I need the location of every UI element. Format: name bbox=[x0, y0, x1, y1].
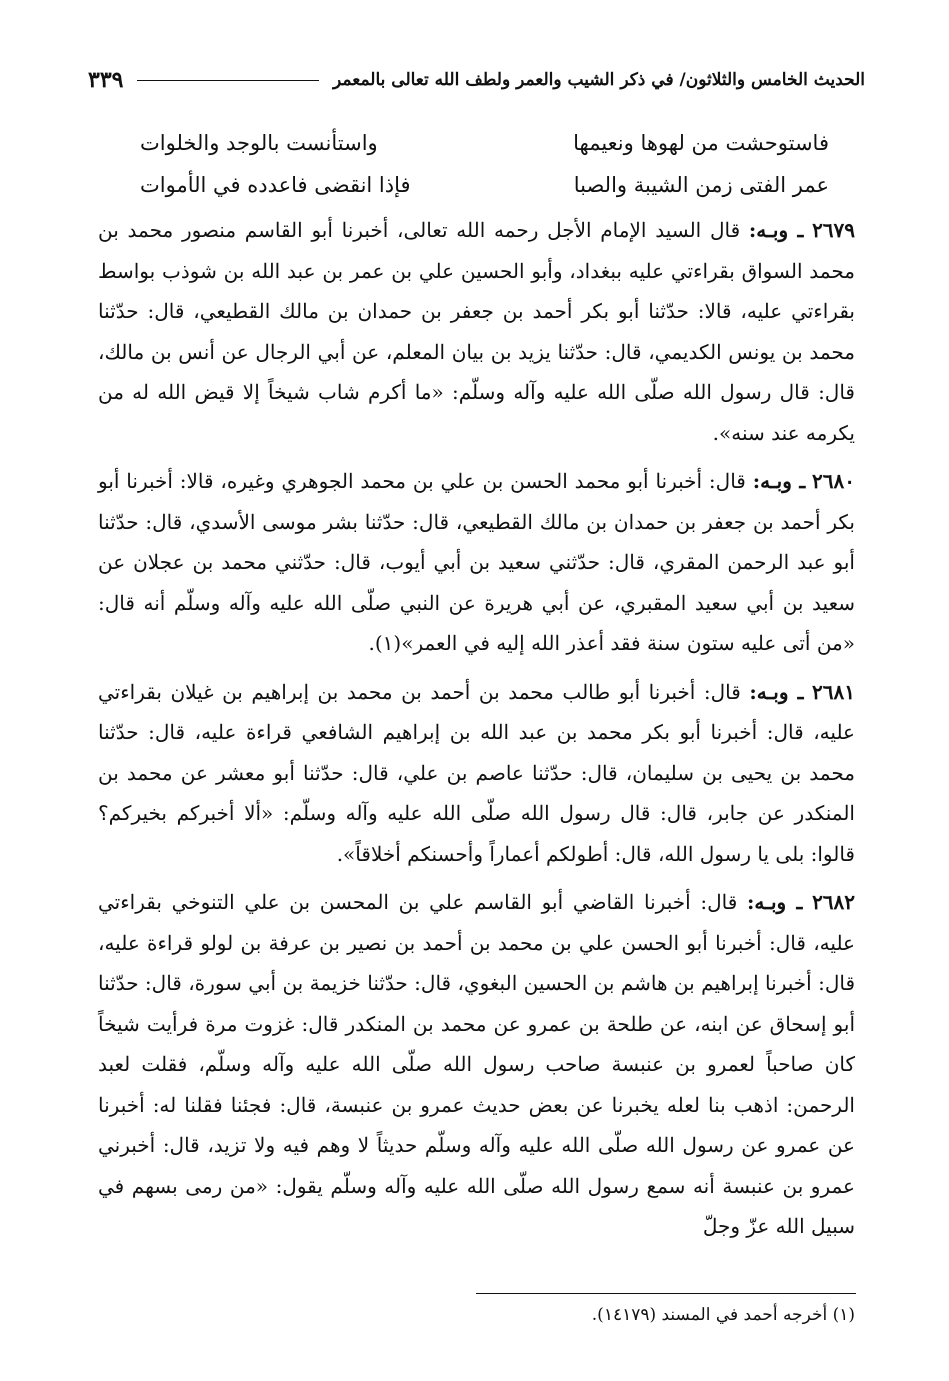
running-header bbox=[88, 60, 865, 100]
verse-second-hemistich: فإذا انقضى فاعدده في الأموات bbox=[140, 173, 411, 197]
hadith-lead: ـ وبـه: bbox=[749, 679, 804, 704]
verse-first-hemistich: عمر الفتى زمن الشيبة والصبا bbox=[573, 173, 829, 197]
hadith-body: قال السيد الإمام الأجل رحمه الله تعالى، أخبرنا أبو القاسم منصور محمد بن محمد السواق بقراءتي عليه ببغداد، وأبو الحسين علي بن عمر بن عبد الله بن شوذب بواسط بقراءتي عليه، قالا: حدّثنا أبو بكر أحمد بن جعفر بن حمدان بن مالك القطيعي، قال: حدّثنا محمد بن يونس الكديمي، قال: حدّثنا يزيد بن بيان المعلم، عن أبي الرجال عن أنس بن مالك، قال: قال رسول الله صلّى الله عليه وآله وسلّم: «ما أكرم شاب شيخاً إلا قيض الله له من يكرمه عند سنه». bbox=[98, 218, 855, 445]
hadith-paragraph bbox=[98, 210, 855, 453]
hadith-body: قال: أخبرنا أبو محمد الحسن بن علي بن محمد الجوهري وغيره، قالا: أخبرنا أبو بكر أحمد بن جعفر بن حمدان بن مالك القطيعي، قال: حدّثنا بشر موسى الأسدي، قال: حدّثنا أبو عبد الرحمن المقري، قال: حدّثني سعيد بن أبي أيوب، قال: حدّثني محمد بن عجلان عن سعيد بن أبي سعيد المقبري، عن أبي هريرة عن النبي صلّى الله عليه وآله وسلّم أنه قال: «من أتى عليه ستون سنة فقد أعذر الله إليه في العمر»(١). bbox=[98, 469, 855, 655]
footnote-rule bbox=[476, 1293, 856, 1294]
hadith-number: ٢٦٨١ bbox=[812, 679, 855, 704]
hadith-body: قال: أخبرنا القاضي أبو القاسم علي بن المحسن بن علي التنوخي بقراءتي عليه، قال: أخبرنا أبو الحسن علي بن محمد بن أحمد بن نصير بن عرفة بن لولو قراءة عليه، قال: أخبرنا إبراهيم بن هاشم بن الحسين البغوي، قال: حدّثنا خزيمة بن أبي سورة، قال: حدّثنا أبو إسحاق عن ابنه، عن طلحة بن عمرو عن محمد بن المنكدر قال: غزوت مرة فرأيت شيخاً كان صاحباً لعمرو بن عنبسة صاحب رسول الله صلّى الله عليه وآله وسلّم، فقلت لعبد الرحمن: اذهب بنا لعله يخبرنا عن بعض حديث عمرو بن عنبسة، قال: فجئنا فقلنا له: أخبرنا عن عمرو عن رسول الله صلّى الله عليه وآله وسلّم حديثاً لا وهم فيه ولا تزيد، قال: أخبرني عمرو بن عنبسة أنه سمع رسول الله صلّى الله عليه وآله وسلّم يقول: «من رمى بسهم في سبيل الله عزّ وجلّ bbox=[98, 890, 855, 1238]
poem-verses bbox=[140, 122, 829, 206]
hadith-paragraph bbox=[98, 672, 855, 875]
page-number: ٣٣٩ bbox=[88, 67, 124, 93]
hadith-number: ٢٦٨٢ bbox=[812, 890, 856, 914]
footnote: (١) أخرجه أحمد في المسند (١٤١٧٩). bbox=[591, 1305, 855, 1325]
hadith-number: ٢٦٧٩ bbox=[812, 218, 856, 242]
hadith-lead: ـ وبـه: bbox=[747, 890, 803, 914]
verse-line bbox=[140, 122, 829, 164]
verse-first-hemistich: فاستوحشت من لهوها ونعيمها bbox=[573, 131, 829, 155]
header-rule bbox=[137, 80, 319, 81]
verse-second-hemistich: واستأنست بالوجد والخلوات bbox=[140, 131, 378, 155]
hadith-paragraph bbox=[98, 882, 855, 1247]
header-title: الحديث الخامس والثلاثون/ في ذكر الشيب والعمر ولطف الله تعالى بالمعمر bbox=[333, 70, 865, 90]
hadith-paragraph bbox=[98, 461, 855, 664]
hadith-number: ٢٦٨٠ bbox=[812, 469, 856, 493]
hadith-body: قال: أخبرنا أبو طالب محمد بن أحمد بن محمد بن إبراهيم بن غيلان بقراءتي عليه، قال: أخبرنا أبو بكر محمد بن عبد الله بن إبراهيم الشافعي قراءة عليه، قال: حدّثنا محمد بن يحيى بن سليمان، قال: حدّثنا عاصم بن علي، قال: حدّثنا أبو معشر عن محمد بن المنكدر عن جابر، قال: قال رسول الله صلّى الله عليه وآله وسلّم: «ألا أخبركم بخيركم؟ قالوا: بلى يا رسول الله، قال: أطولكم أعماراً وأحسنكم أخلاقاً». bbox=[98, 679, 855, 866]
hadith-lead: ـ وبـه: bbox=[752, 469, 806, 493]
verse-line bbox=[140, 164, 829, 206]
hadith-lead: ـ وبـه: bbox=[748, 218, 804, 242]
hadith-text bbox=[98, 210, 855, 1255]
